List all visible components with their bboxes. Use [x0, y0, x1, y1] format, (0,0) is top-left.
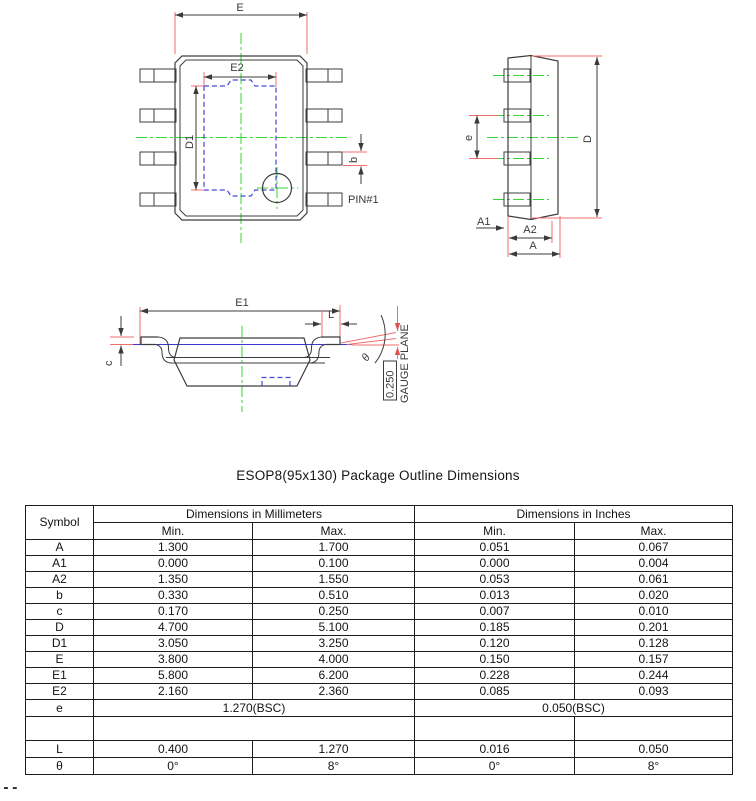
table-row: [26, 572, 733, 588]
value-cell: 0.085: [415, 684, 575, 700]
symbol-cell: D1: [26, 636, 94, 652]
dim-label-c: c: [103, 360, 115, 366]
symbol-cell: e: [26, 700, 94, 717]
value-cell: 1.550: [253, 572, 415, 588]
dim-label-theta: θ: [359, 351, 373, 364]
value-cell: 3.250: [253, 636, 415, 652]
mm-max-header-cell: Max.: [253, 523, 415, 540]
symbol-cell: c: [26, 604, 94, 620]
pin1-label: PIN#1: [348, 194, 379, 206]
table-row: [26, 668, 733, 684]
value-cell: 5.800: [94, 668, 253, 684]
symbol-cell: A: [26, 540, 94, 556]
value-cell: 0.007: [415, 604, 575, 620]
footer-mark: --: [2, 781, 20, 796]
value-cell: 0.067: [575, 540, 733, 556]
value-cell-span: 0.050(BSC): [415, 700, 733, 717]
table-row: [26, 604, 733, 620]
inch-group-header-cell: Dimensions in Inches: [415, 506, 733, 523]
dim-label-A2: A2: [523, 224, 537, 236]
dim-label-E1: E1: [235, 297, 249, 309]
value-cell: 0.013: [415, 588, 575, 604]
value-cell: 0.244: [575, 668, 733, 684]
value-cell: 3.050: [94, 636, 253, 652]
table-row-e-bsc: [26, 700, 733, 717]
dim-label-b: b: [348, 156, 360, 163]
value-cell: 0.050: [575, 741, 733, 758]
symbol-cell: D: [26, 620, 94, 636]
value-cell: 5.100: [253, 620, 415, 636]
value-cell: 1.350: [94, 572, 253, 588]
symbol-header-cell: Symbol: [26, 506, 94, 540]
value-cell: 0.053: [415, 572, 575, 588]
table-header-row-groups: [26, 506, 733, 523]
value-cell: 0.330: [94, 588, 253, 604]
value-cell: 0.100: [253, 556, 415, 572]
value-cell-span: [94, 717, 415, 741]
table-header-row-minmax: [26, 523, 733, 540]
value-cell: 0.000: [94, 556, 253, 572]
value-cell: 0.016: [415, 741, 575, 758]
top-view-drawing: [136, 2, 379, 243]
symbol-cell: A1: [26, 556, 94, 572]
table-row: [26, 540, 733, 556]
value-cell: 0.020: [575, 588, 733, 604]
symbol-cell: L: [26, 741, 94, 758]
gauge-plane-label: GAUGE PLANE: [399, 324, 411, 403]
dim-label-L: L: [327, 309, 335, 321]
value-cell: 0°: [415, 758, 575, 775]
mm-min-header-cell: Min.: [94, 523, 253, 540]
symbol-cell: E2: [26, 684, 94, 700]
value-cell: 0.051: [415, 540, 575, 556]
value-cell: 0.201: [575, 620, 733, 636]
dim-label-A: A: [529, 240, 537, 252]
dim-label-e: e: [463, 134, 475, 141]
value-cell: 0.000: [415, 556, 575, 572]
value-cell: 0.120: [415, 636, 575, 652]
dim-label-E: E: [236, 2, 244, 14]
value-cell: 0.093: [575, 684, 733, 700]
table-row: [26, 556, 733, 572]
value-cell: 0.250: [253, 604, 415, 620]
value-cell: 1.700: [253, 540, 415, 556]
value-cell-span: 1.270(BSC): [94, 700, 415, 717]
value-cell: 0.510: [253, 588, 415, 604]
table-row: [26, 741, 733, 758]
symbol-cell: E1: [26, 668, 94, 684]
dim-label-E2: E2: [230, 62, 244, 74]
value-cell: 0.150: [415, 652, 575, 668]
value-cell: 0.228: [415, 668, 575, 684]
value-cell: 3.800: [94, 652, 253, 668]
value-cell: 6.200: [253, 668, 415, 684]
symbol-cell: A2: [26, 572, 94, 588]
value-cell: 0.128: [575, 636, 733, 652]
table-row: [26, 684, 733, 700]
in-max-header-cell: Max.: [575, 523, 733, 540]
table-row: [26, 758, 733, 775]
dimensions-table: [25, 505, 733, 775]
value-cell: 0.185: [415, 620, 575, 636]
in-min-header-cell: Min.: [415, 523, 575, 540]
value-cell: 0.004: [575, 556, 733, 572]
front-view-drawing: [103, 297, 411, 412]
dim-label-D1: D1: [184, 134, 196, 149]
value-cell: 0.157: [575, 652, 733, 668]
value-cell: 2.160: [94, 684, 253, 700]
table-row: [26, 620, 733, 636]
value-cell: 1.270: [253, 741, 415, 758]
mm-group-header-cell: Dimensions in Millimeters: [94, 506, 415, 523]
gauge-offset-label: 0.250: [384, 370, 397, 398]
symbol-cell: b: [26, 588, 94, 604]
dim-label-A1: A1: [477, 216, 491, 228]
value-cell: [575, 717, 733, 741]
table-row: [26, 652, 733, 668]
value-cell: 4.000: [253, 652, 415, 668]
value-cell: 4.700: [94, 620, 253, 636]
front-exposed-pad-outline: [262, 378, 290, 387]
value-cell: 2.360: [253, 684, 415, 700]
value-cell: 0.061: [575, 572, 733, 588]
table-row: [26, 636, 733, 652]
dim-label-D: D: [582, 135, 594, 143]
side-view-drawing: [463, 56, 602, 259]
value-cell: [415, 717, 575, 741]
table-row-empty: [26, 717, 733, 741]
page-title: ESOP8(95x130) Package Outline Dimensions: [236, 468, 520, 483]
table-row: [26, 588, 733, 604]
value-cell: 8°: [253, 758, 415, 775]
value-cell: 0.170: [94, 604, 253, 620]
value-cell: 1.300: [94, 540, 253, 556]
value-cell: 0.010: [575, 604, 733, 620]
symbol-cell: E: [26, 652, 94, 668]
value-cell: 0.400: [94, 741, 253, 758]
symbol-cell: [26, 717, 94, 741]
value-cell: 0°: [94, 758, 253, 775]
value-cell: 8°: [575, 758, 733, 775]
symbol-cell: θ: [26, 758, 94, 775]
